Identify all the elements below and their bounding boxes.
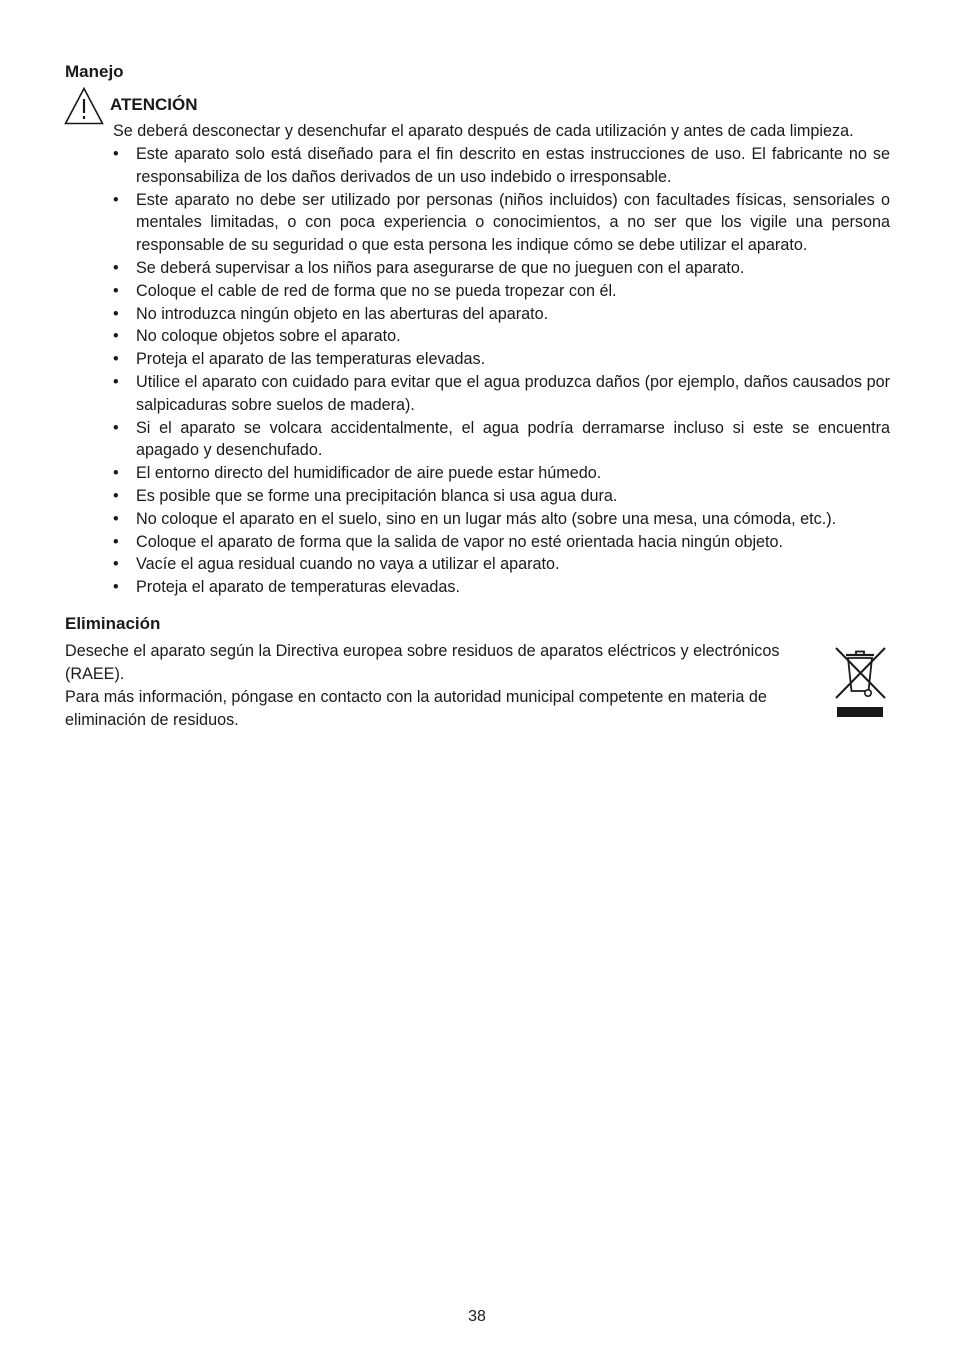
- list-item: • Se deberá supervisar a los niños para asegurarse de que no jueguen con el aparato.: [113, 257, 890, 280]
- list-item: • El entorno directo del humidificador de aire puede estar húmedo.: [113, 462, 890, 485]
- section-title-manejo: Manejo: [65, 62, 124, 81]
- list-item: • Si el aparato se volcara accidentalmente, el agua podría derramarse incluso si este se encuentra apagado y desenchufado.: [113, 417, 890, 463]
- list-item: • Coloque el cable de red de forma que no se pueda tropezar con él.: [113, 280, 890, 303]
- warning-title: ATENCIÓN: [110, 95, 198, 114]
- disposal-paragraph: Deseche el aparato según la Directiva europea sobre residuos de aparatos eléctricos y electrónicos (RAEE).: [65, 642, 780, 683]
- list-item: • No coloque objetos sobre el aparato.: [113, 325, 890, 348]
- disposal-paragraph: Para más información, póngase en contacto con la autoridad municipal competente en materia de eliminación de residuos.: [65, 688, 767, 729]
- warning-triangle-icon: [64, 87, 104, 125]
- section-title-eliminacion: Eliminación: [65, 614, 161, 633]
- list-item: • Vacíe el agua residual cuando no vaya a utilizar el aparato.: [113, 553, 890, 576]
- crossed-out-wheelie-bin-icon: [832, 643, 888, 719]
- list-item: • Proteja el aparato de las temperaturas elevadas.: [113, 348, 890, 371]
- disposal-text: [65, 640, 825, 732]
- list-item: • Utilice el aparato con cuidado para evitar que el agua produzca daños (por ejemplo, daños causados por salpicaduras sobre suelos de madera).: [113, 371, 890, 417]
- list-item: • Este aparato solo está diseñado para el fin descrito en estas instrucciones de uso. El fabricante no se responsabiliza de los daños derivados de un uso indebido o irresponsable.: [113, 143, 890, 189]
- list-item: • Coloque el aparato de forma que la salida de vapor no esté orientada hacia ningún objeto.: [113, 531, 890, 554]
- warning-bullet-list: [113, 143, 890, 599]
- page-number: 38: [468, 1308, 486, 1325]
- list-item: • Es posible que se forme una precipitación blanca si usa agua dura.: [113, 485, 890, 508]
- list-item: • No introduzca ningún objeto en las aberturas del aparato.: [113, 303, 890, 326]
- list-item: • No coloque el aparato en el suelo, sino en un lugar más alto (sobre una mesa, una cómoda, etc.).: [113, 508, 890, 531]
- list-item: • Este aparato no debe ser utilizado por personas (niños incluidos) con facultades físicas, sensoriales o mentales limitadas, o con poca experiencia o conocimientos, a no ser que los vigile una persona responsable de su seguridad o que esta persona les indique cómo se debe utilizar el aparato.: [113, 189, 890, 257]
- warning-intro: Se deberá desconectar y desenchufar el aparato después de cada utilización y antes de cada limpieza.: [113, 122, 854, 140]
- list-item: • Proteja el aparato de temperaturas elevadas.: [113, 576, 890, 599]
